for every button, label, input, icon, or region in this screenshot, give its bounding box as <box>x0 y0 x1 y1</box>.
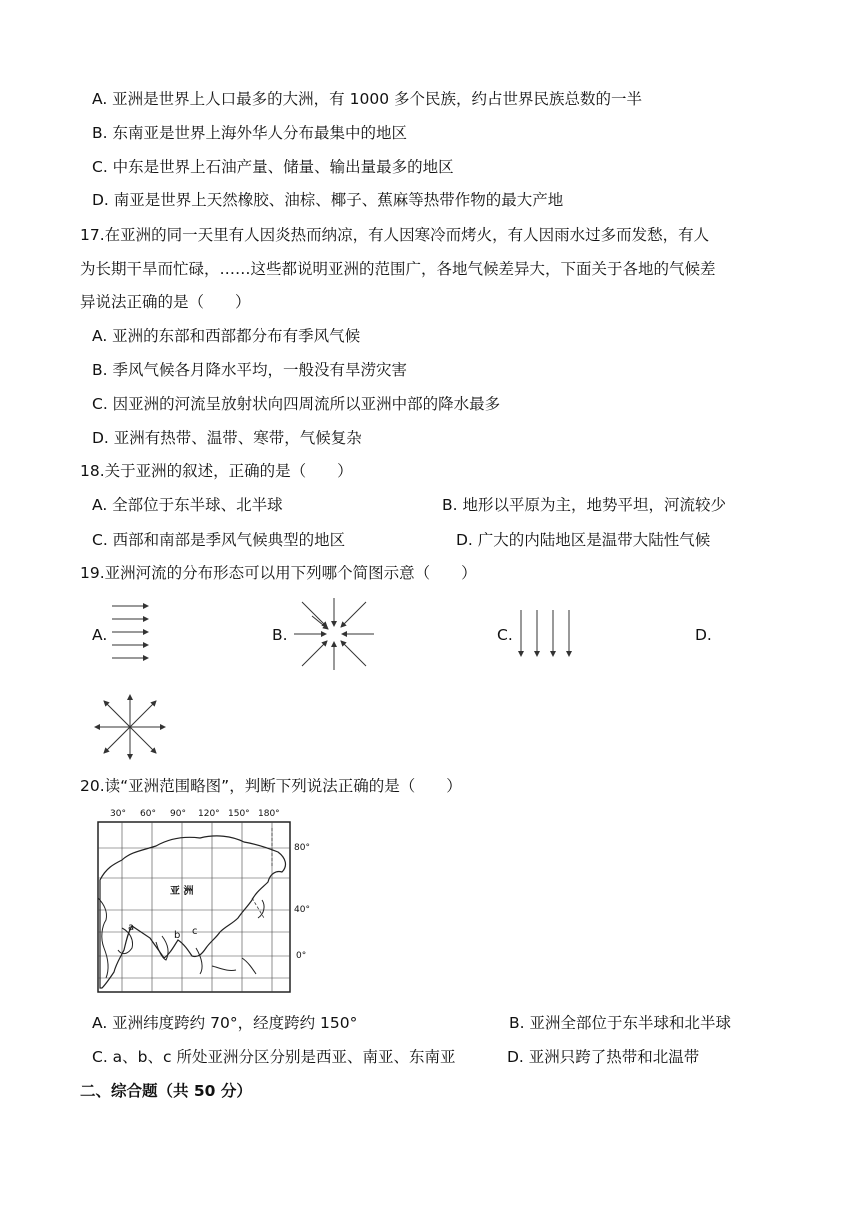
q17-option-d: D. 亚洲有热带、温带、寒带，气候复杂 <box>92 429 362 447</box>
q19-option-d-label: D. <box>695 626 712 644</box>
q20-option-c: C. a、b、c 所处亚洲分区分别是西亚、南亚、东南亚 <box>92 1048 456 1066</box>
map-region-label: 亚 洲 <box>170 886 194 897</box>
q20-option-d: D. 亚洲只跨了热带和北温带 <box>507 1048 700 1066</box>
q17-stem-line2: 为长期干旱而忙碌，……这些都说明亚洲的范围广，各地气候差异大，下面关于各地的气候差 <box>80 260 716 278</box>
q20-option-a: A. 亚洲纬度跨约 70°，经度跨约 150° <box>92 1014 358 1032</box>
radiating-arrows-icon <box>92 692 168 762</box>
map-lon-label: 120° <box>198 809 220 819</box>
map-point-label: b <box>174 930 181 941</box>
map-lat-label: 80° <box>294 843 310 853</box>
map-lon-label: 150° <box>228 809 250 819</box>
asia-range-map <box>92 808 324 998</box>
map-point-label: a <box>128 922 135 933</box>
map-lon-label: 180° <box>258 809 280 819</box>
q19-option-c-label: C. <box>497 626 513 644</box>
q18-option-a: A. 全部位于东半球、北半球 <box>92 496 283 514</box>
downward-arrows-icon <box>515 608 575 660</box>
map-lon-label: 30° <box>110 809 126 819</box>
q16-option-a: A. 亚洲是世界上人口最多的大洲，有 1000 多个民族，约占世界民族总数的一半 <box>92 90 642 108</box>
q18-option-d: D. 广大的内陆地区是温带大陆性气候 <box>456 531 711 549</box>
q16-option-d: D. 南亚是世界上天然橡胶、油棕、椰子、蕉麻等热带作物的最大产地 <box>92 191 564 209</box>
q18-option-b: B. 地形以平原为主，地势平坦，河流较少 <box>442 496 726 514</box>
q18-option-c: C. 西部和南部是季风气候典型的地区 <box>92 531 346 549</box>
q17-stem-line1: 17.在亚洲的同一天里有人因炎热而纳凉，有人因寒冷而烤火，有人因雨水过多而发愁，有人 <box>80 226 710 244</box>
q17-option-c: C. 因亚洲的河流呈放射状向四周流所以亚洲中部的降水最多 <box>92 395 501 413</box>
q17-option-a: A. 亚洲的东部和西部都分布有季风气候 <box>92 327 361 345</box>
q20-option-b: B. 亚洲全部位于东半球和北半球 <box>509 1014 731 1032</box>
q19-stem: 19.亚洲河流的分布形态可以用下列哪个简图示意（ ） <box>80 564 477 582</box>
q18-stem: 18.关于亚洲的叙述，正确的是（ ） <box>80 462 353 480</box>
map-point-label: c <box>192 926 198 937</box>
q19-option-b-label: B. <box>272 626 288 644</box>
q16-option-b: B. 东南亚是世界上海外华人分布最集中的地区 <box>92 124 407 142</box>
section-heading: 二、综合题（共 50 分） <box>80 1082 252 1100</box>
parallel-arrows-icon <box>110 602 154 664</box>
q19-option-a-label: A. <box>92 626 108 644</box>
q20-stem: 20.读“亚洲范围略图”，判断下列说法正确的是（ ） <box>80 777 462 795</box>
converging-arrows-icon <box>292 596 376 672</box>
map-lon-label: 90° <box>170 809 186 819</box>
q17-stem-line3: 异说法正确的是（ ） <box>80 293 251 311</box>
map-lat-label: 40° <box>294 905 310 915</box>
map-lon-label: 60° <box>140 809 156 819</box>
q17-option-b: B. 季风气候各月降水平均，一般没有旱涝灾害 <box>92 361 407 379</box>
q16-option-c: C. 中东是世界上石油产量、储量、输出量最多的地区 <box>92 158 454 176</box>
map-lat-label: 0° <box>296 951 307 961</box>
